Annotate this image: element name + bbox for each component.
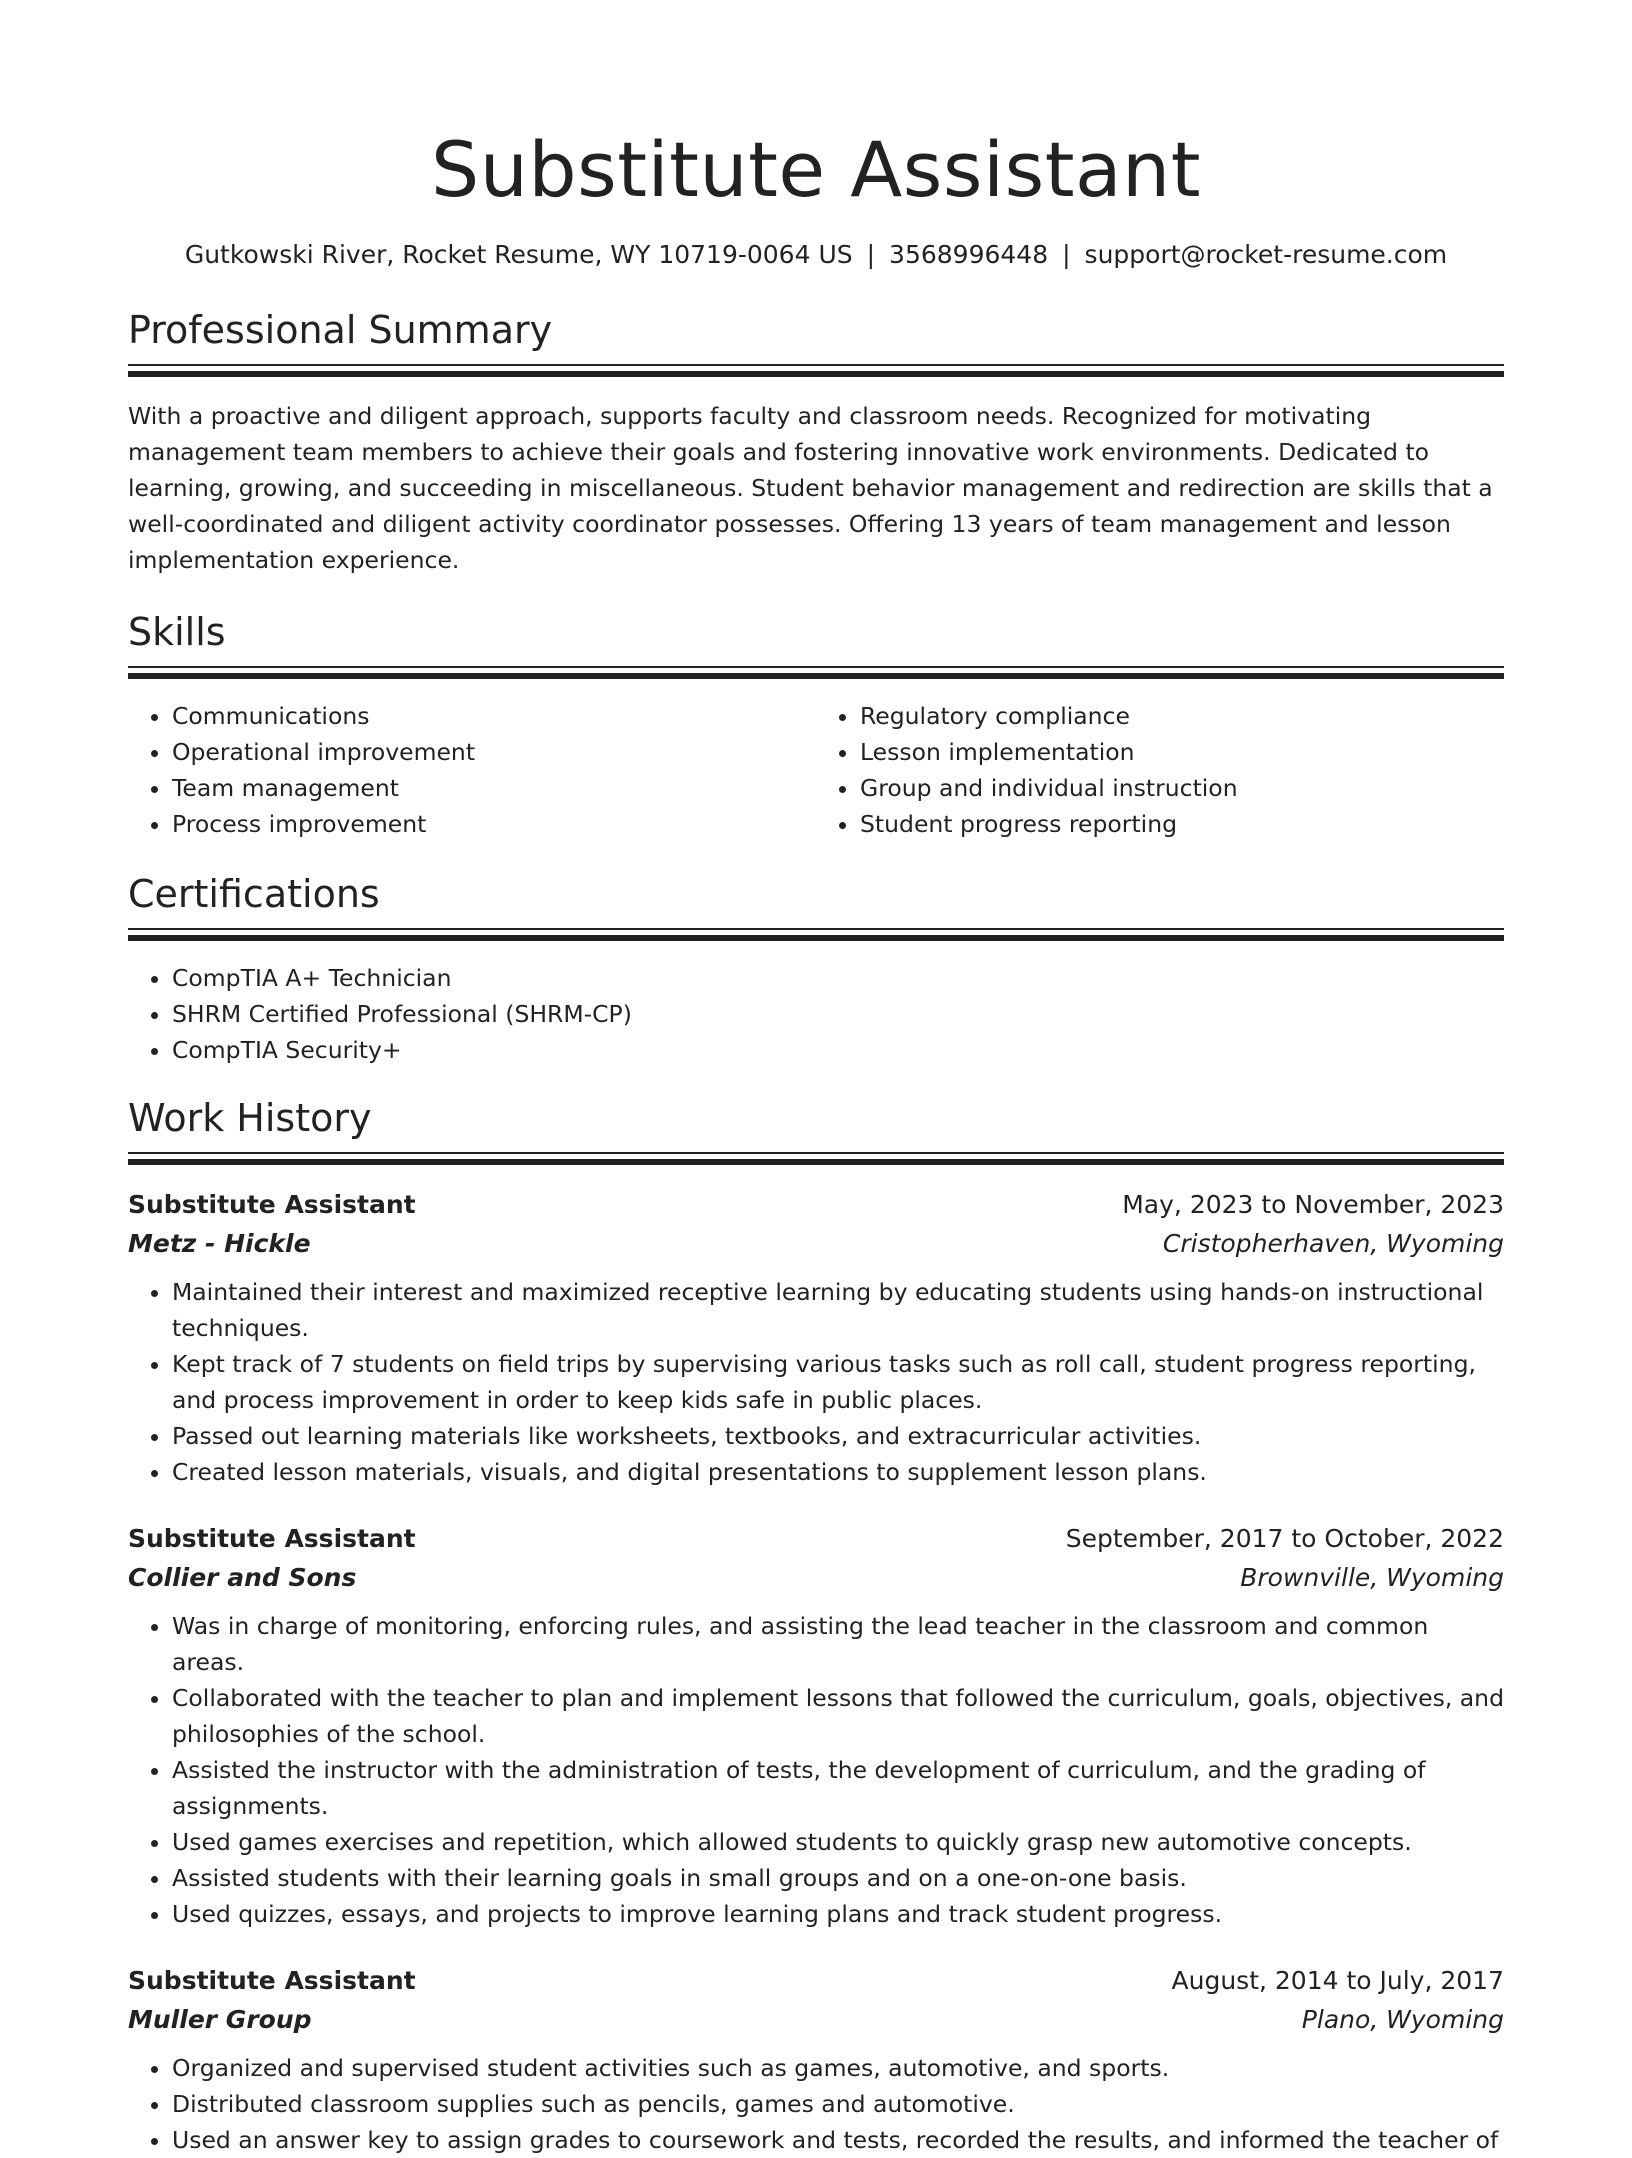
job-bullet: • Assisted students with their learning goals in small groups and on a one-on-one basis. bbox=[172, 1860, 1504, 1896]
section-title-certifications: Certifications bbox=[128, 872, 380, 916]
job-bullet: • Distributed classroom supplies such as pencils, games and automotive. bbox=[172, 2086, 1504, 2122]
job-bullets bbox=[128, 1608, 1504, 1932]
section-divider bbox=[128, 928, 1504, 948]
section-title-skills: Skills bbox=[128, 610, 226, 654]
work-history-section bbox=[128, 1094, 1504, 2158]
contact-line bbox=[128, 238, 1504, 272]
resume-page bbox=[128, 0, 1504, 2158]
job-dates: August, 2014 to July, 2017 bbox=[1171, 1966, 1504, 1995]
skills-columns bbox=[128, 698, 1504, 842]
contact-separator: | bbox=[866, 240, 876, 269]
skill-item: • Student progress reporting bbox=[860, 806, 1504, 842]
job-entry bbox=[128, 1186, 1504, 1490]
skill-item: • Lesson implementation bbox=[860, 734, 1504, 770]
job-entry bbox=[128, 1520, 1504, 1932]
contact-separator: | bbox=[1062, 240, 1071, 269]
certification-item: • CompTIA A+ Technician bbox=[172, 960, 1504, 996]
job-bullet: • Used quizzes, essays, and projects to improve learning plans and track student progress. bbox=[172, 1896, 1504, 1932]
skills-list-left bbox=[128, 698, 816, 842]
job-bullet: • Was in charge of monitoring, enforcing rules, and assisting the lead teacher in the classroom and common areas. bbox=[172, 1608, 1504, 1680]
certification-item: • CompTIA Security+ bbox=[172, 1032, 1504, 1068]
skills-section bbox=[128, 608, 1504, 842]
certification-item: • SHRM Certified Professional (SHRM-CP) bbox=[172, 996, 1504, 1032]
resume-name: Substitute Assistant bbox=[430, 125, 1202, 214]
job-bullet: • Collaborated with the teacher to plan and implement lessons that followed the curriculum, goals, objectives, and philosophies of the school. bbox=[172, 1680, 1504, 1752]
job-bullet: • Assisted the instructor with the administration of tests, the development of curriculum, and the grading of assignments. bbox=[172, 1752, 1504, 1824]
job-bullet: • Used games exercises and repetition, which allowed students to quickly grasp new automotive concepts. bbox=[172, 1824, 1504, 1860]
job-bullet: • Maintained their interest and maximized receptive learning by educating students using hands-on instructional techniques. bbox=[172, 1274, 1504, 1346]
job-company: Collier and Sons bbox=[128, 1563, 357, 1592]
job-bullets bbox=[128, 1274, 1504, 1490]
skill-item: • Group and individual instruction bbox=[860, 770, 1504, 806]
contact-phone: 3568996448 bbox=[889, 240, 1049, 269]
job-location: Cristopherhaven, Wyoming bbox=[1162, 1229, 1504, 1258]
skill-item: • Regulatory compliance bbox=[860, 698, 1504, 734]
job-bullet: • Kept track of 7 students on field trips by supervising various tasks such as roll call, student progress reporting, and process improvement in order to keep kids safe in public places. bbox=[172, 1346, 1504, 1418]
job-location: Plano, Wyoming bbox=[1301, 2005, 1504, 2034]
job-company: Muller Group bbox=[128, 2005, 312, 2034]
certifications-list bbox=[128, 960, 1504, 1068]
contact-email: support@rocket-resume.com bbox=[1084, 240, 1448, 269]
job-title: Substitute Assistant bbox=[128, 1524, 416, 1553]
skill-item: • Team management bbox=[172, 770, 816, 806]
job-dates: September, 2017 to October, 2022 bbox=[1065, 1524, 1504, 1553]
skill-item: • Process improvement bbox=[172, 806, 816, 842]
job-dates: May, 2023 to November, 2023 bbox=[1122, 1190, 1504, 1219]
certifications-section bbox=[128, 870, 1504, 1068]
job-bullet: • Organized and supervised student activities such as games, automotive, and sports. bbox=[172, 2050, 1504, 2086]
section-divider bbox=[128, 1152, 1504, 1172]
section-divider bbox=[128, 364, 1504, 384]
contact-address: Gutkowski River, Rocket Resume, WY 10719-0064 US bbox=[184, 240, 853, 269]
job-bullet: • Passed out learning materials like worksheets, textbooks, and extracurricular activities. bbox=[172, 1418, 1504, 1454]
job-entry bbox=[128, 1962, 1504, 2158]
skills-list-right bbox=[816, 698, 1504, 842]
job-title: Substitute Assistant bbox=[128, 1966, 416, 1995]
job-bullet: • Created lesson materials, visuals, and digital presentations to supplement lesson plans. bbox=[172, 1454, 1504, 1490]
job-bullet: • Used an answer key to assign grades to coursework and tests, recorded the results, and informed the teacher of bbox=[172, 2122, 1504, 2158]
job-location: Brownville, Wyoming bbox=[1240, 1563, 1504, 1592]
job-company: Metz - Hickle bbox=[128, 1229, 311, 1258]
job-title: Substitute Assistant bbox=[128, 1190, 416, 1219]
summary-section bbox=[128, 306, 1504, 578]
skill-item: • Communications bbox=[172, 698, 816, 734]
job-bullets bbox=[128, 2050, 1504, 2158]
summary-text: With a proactive and diligent approach, supports faculty and classroom needs. Recognized for motivating management team members to achieve their goals and fostering innovative work environments. Dedicated to learning, growing, and succeeding in miscellaneous. Student behavior management and redirection are skills that a well-coordinated and diligent activity coordinator possesses. Offering 13 years of team management and lesson implementation experience. bbox=[128, 402, 1493, 574]
skill-item: • Operational improvement bbox=[172, 734, 816, 770]
section-title-work-history: Work History bbox=[128, 1096, 372, 1140]
section-title-summary: Professional Summary bbox=[128, 308, 553, 352]
section-divider bbox=[128, 666, 1504, 686]
